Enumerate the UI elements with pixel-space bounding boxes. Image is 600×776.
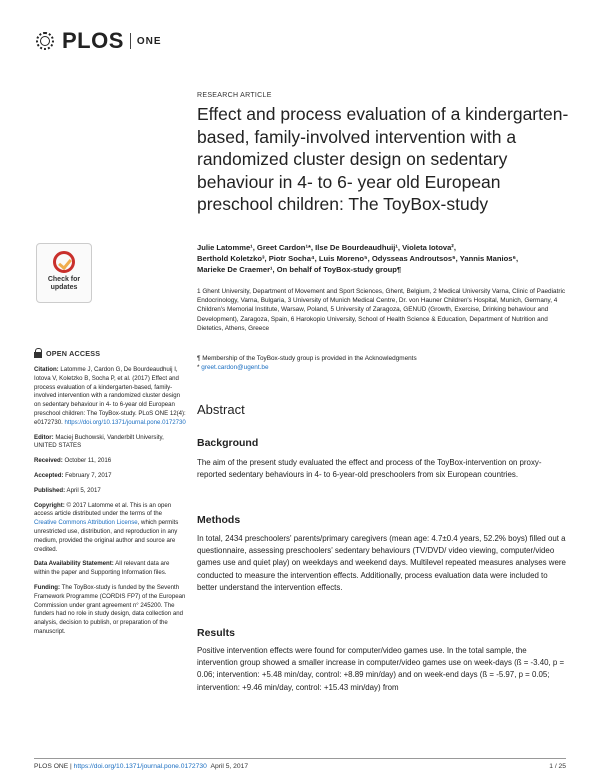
funding-text: The ToyBox-study is funded by the Seventh Framework Programme (CORDIS FP7) of the European Commission under grant agreement n° 245200. The funders had no role in study design, data collection and analysis, decision to publish, or preparation of the manuscript.: [34, 583, 186, 635]
article-title: Effect and process evaluation of a kindergarten-based, family-involved intervention with a randomized cluster design on sedentary behaviour in 4- to 6- year old European preschool children: The ToyBox-study: [197, 104, 569, 215]
membership-note: [197, 354, 569, 372]
email-link[interactable]: greet.cardon@ugent.be: [201, 364, 269, 372]
copyright: [34, 502, 186, 555]
badge-line: updates: [50, 284, 78, 291]
check-updates-icon: [53, 251, 75, 273]
author-line[interactable]: Marieke De Craemer¹, On behalf of ToyBox-study group¶: [197, 265, 402, 274]
open-access-text: OPEN ACCESS: [46, 348, 101, 358]
data-availability: [34, 560, 186, 578]
logo-divider: [130, 33, 131, 49]
citation-label: Citation:: [34, 366, 59, 373]
background-text: The aim of the present study evaluated the effect and process of the ToyBox-intervention on proxy-reported sedentary behaviours in 4- to 6-year-old preschoolers from six European countries.: [197, 458, 542, 480]
author-list: [197, 242, 569, 275]
license-link[interactable]: Creative Commons Attribution License: [34, 519, 138, 527]
author-line[interactable]: Berthold Koletzko³, Piotr Socha⁴, Luis Moreno⁵, Odysseas Androutsos⁶, Yannis Manios⁶,: [197, 254, 519, 263]
corresponding-email: [197, 363, 569, 372]
page-footer: [34, 763, 248, 770]
author-line[interactable]: Julie Latomme¹, Greet Cardon¹*, Ilse De Bourdeaudhuij¹, Violeta Iotova²,: [197, 243, 456, 252]
funding: [34, 584, 186, 637]
footer-date: April 5, 2017: [210, 763, 249, 770]
citation: [34, 366, 186, 428]
received-text: October 11, 2016: [62, 457, 112, 465]
plos-logo-icon: [34, 30, 60, 52]
membership-text: ¶ Membership of the ToyBox-study group is provided in the Acknowledgments: [197, 355, 417, 362]
accepted-text: February 7, 2017: [63, 471, 112, 479]
methods-text: In total, 2434 preschoolers' parents/primary caregivers (mean age: 4.7±0.4 years, 52.2% boys) filled out a questionnaire, assessing preschoolers' sedentary behaviours (TV/DVD/ video viewing, computer/video games use and quiet play) on weekdays and weekend days. Multilevel repeated measures analyses were conducted to measure the intervention effects. Additionally, process evaluation data were included to better understand the intervention effects.: [197, 534, 566, 592]
footer-journal: PLOS ONE: [34, 763, 69, 770]
published-label: Published:: [34, 486, 66, 494]
article-type-label: RESEARCH ARTICLE: [197, 92, 272, 99]
open-lock-icon: [34, 348, 42, 358]
data-label: Data Availability Statement:: [34, 560, 114, 568]
footer-sep: |: [68, 763, 74, 770]
data-text: All relevant data are within the paper and Supporting Information files.: [34, 560, 170, 577]
funding-label: Funding:: [34, 583, 61, 591]
copyright-text: © 2017 Latomme et al. This is an open access article distributed under the terms of the: [34, 501, 172, 518]
received-label: Received:: [34, 457, 63, 465]
editor-label: Editor:: [34, 433, 54, 441]
page-number: 1 / 25: [549, 763, 566, 770]
published-text: April 5, 2017: [65, 486, 101, 494]
results-text: Positive intervention effects were found for computer/video games use. In the total sample, the intervention group showed a smaller increase in computer/video games use on week-days (ß = -3.40, p = 0.06; intervention: +5.48 min/day, control: +8.89 min/day) and on week-end days (ß = -5.97, p = 0.05; intervention: +9.46 min/day, control: +15.43 min/day) from: [197, 646, 565, 692]
check-for-updates-badge[interactable]: [36, 243, 92, 303]
editor: [34, 434, 186, 452]
email-prefix: *: [197, 364, 202, 372]
methods-heading: Methods: [197, 514, 241, 526]
logo-text: PLOS: [62, 28, 124, 53]
copyright-text: , which permits unrestricted use, distribution, and reproduction in any medium, provided the original author and source are credited.: [34, 519, 179, 553]
citation-text: Latomme J, Cardon G, De Bourdeaudhuij I, Iotova V, Koletzko B, Socha P, et al. (2017) Effect and process evaluation of a kindergarten-based, family-involved intervention with a randomized cluster design on sedentary behaviour in 4- to 6-year old European preschool children: The ToyBox-study. PLoS ONE 12(4): e0172730.: [34, 366, 186, 426]
accepted-date: [34, 472, 186, 481]
results-heading: Results: [197, 627, 235, 639]
received-date: [34, 457, 186, 466]
background-heading: Background: [197, 437, 259, 449]
accepted-label: Accepted:: [34, 471, 64, 479]
abstract-heading: Abstract: [197, 402, 245, 417]
affiliations: 1 Ghent University, Department of Movement and Sport Sciences, Ghent, Belgium, 2 Medical University Varna, Clinic of Paediatric Endocrinology, Varna, Bulgaria, 3 University of Munich Medical Centre, Dr. von Hauner Children's Hospital, Munich, Germany, 4 Children's Memorial Institute, Warsaw, Poland, 5 University of Zaragoza, GENUD (Growth, Exercise, Drinking behaviour and Development), Zaragoza, Spain, 6 Harokopio University, School of Health Science & Education, Department of Nutrition and Dietetics, Athens, Greece: [197, 288, 566, 332]
plos-one-logo[interactable]: [34, 28, 162, 54]
footer-divider: [34, 758, 566, 759]
badge-line: Check for: [47, 276, 81, 283]
published-date: [34, 487, 186, 496]
editor-text: Maciej Buchowski, Vanderbilt University, UNITED STATES: [34, 433, 164, 450]
copyright-label: Copyright:: [34, 501, 65, 509]
citation-doi-link[interactable]: https://doi.org/10.1371/journal.pone.0172730: [64, 418, 186, 426]
open-access-label: [34, 348, 100, 358]
article-metadata: [34, 366, 186, 643]
logo-subtext: ONE: [136, 35, 162, 47]
footer-doi-link[interactable]: https://doi.org/10.1371/journal.pone.0172730: [73, 763, 207, 770]
